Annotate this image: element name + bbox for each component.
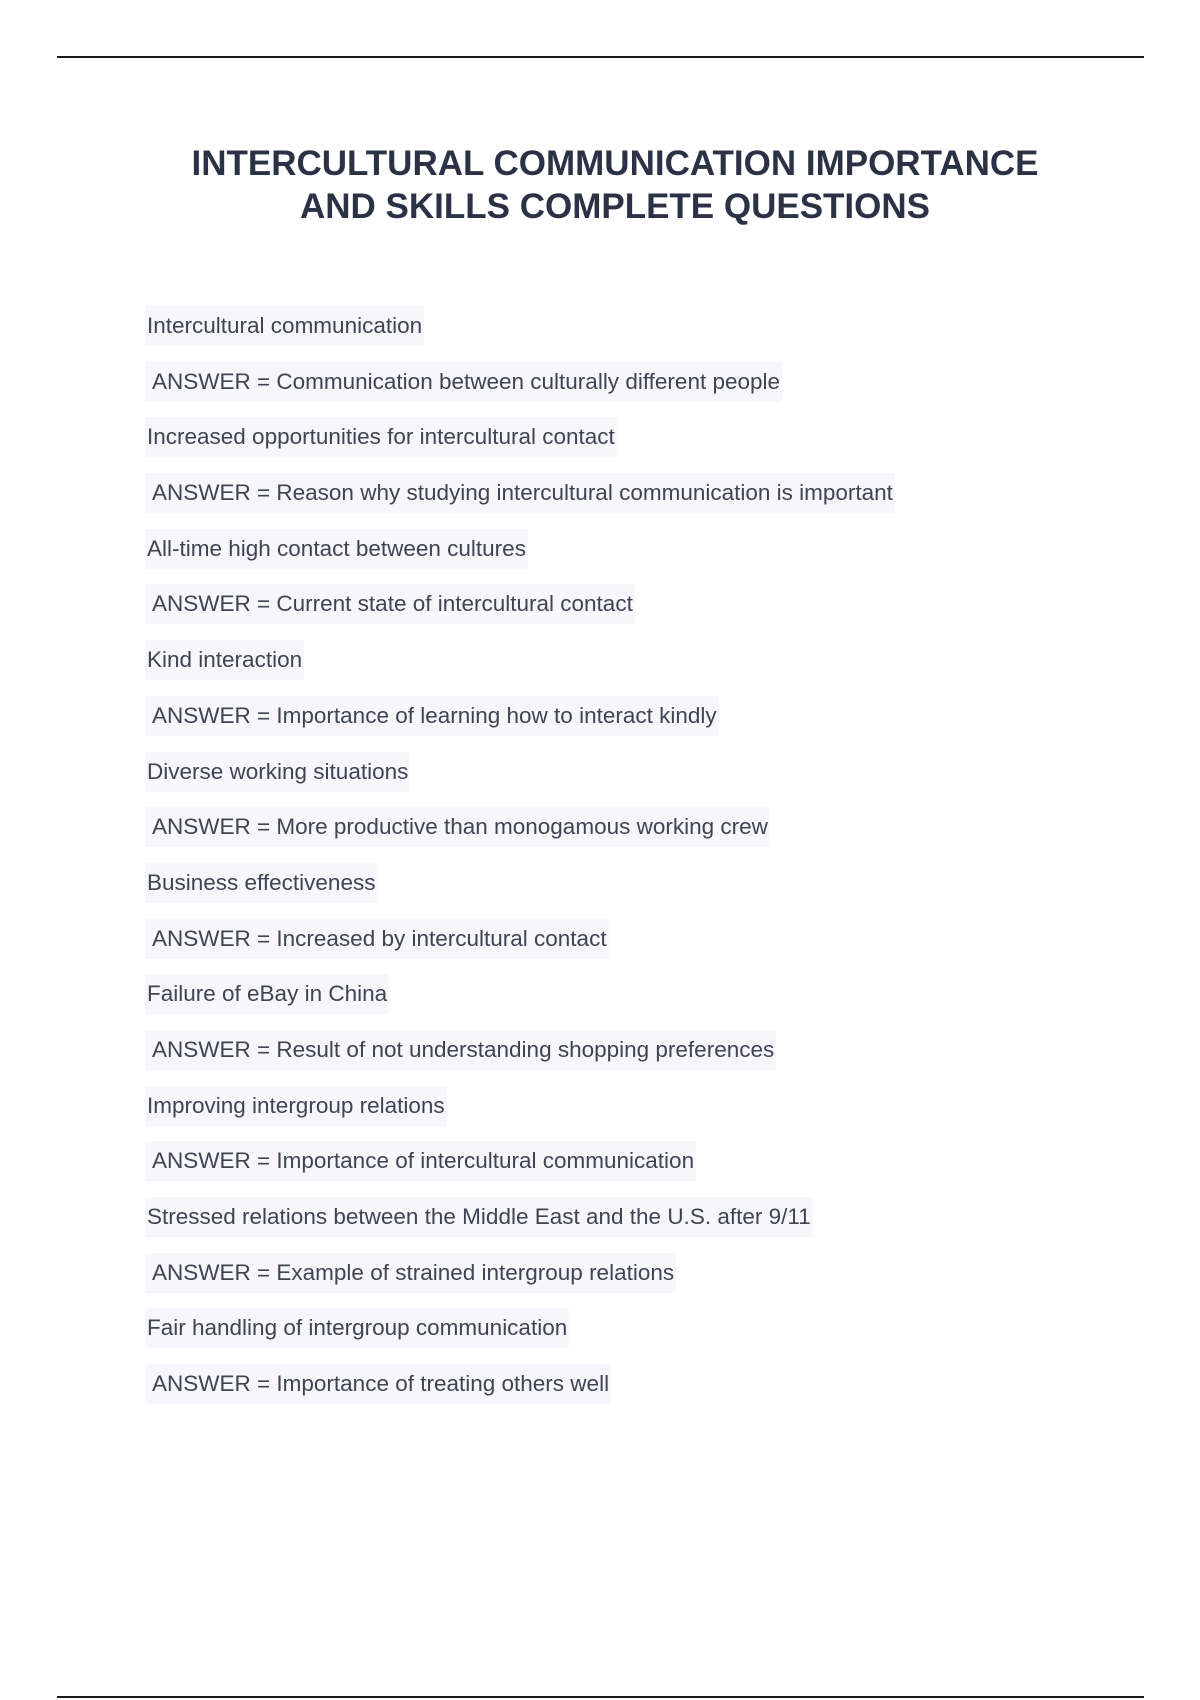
term-line [145, 974, 1125, 1030]
answer-line [145, 807, 1125, 863]
answer-line [145, 1364, 1125, 1420]
answer-text: ANSWER = Example of strained intergroup relations [145, 1253, 676, 1293]
term-text: Fair handling of intergroup communication [145, 1308, 569, 1348]
title-line-1: INTERCULTURAL COMMUNICATION IMPORTANCE [191, 144, 1039, 183]
answer-text: ANSWER = Reason why studying intercultural communication is important [145, 473, 895, 513]
answer-line [145, 473, 1125, 529]
answer-line [145, 696, 1125, 752]
answer-text: ANSWER = Importance of learning how to interact kindly [145, 696, 719, 736]
answer-text: ANSWER = More productive than monogamous working crew [145, 807, 770, 847]
answer-line [145, 362, 1125, 418]
title-line-2: AND SKILLS COMPLETE QUESTIONS [299, 187, 931, 226]
term-text: Diverse working situations [145, 752, 410, 792]
term-line [145, 417, 1125, 473]
term-text: All-time high contact between cultures [145, 529, 528, 569]
term-text: Improving intergroup relations [145, 1086, 447, 1126]
answer-line [145, 584, 1125, 640]
term-line [145, 1086, 1125, 1142]
document-title [100, 142, 1130, 228]
term-text: Business effectiveness [145, 863, 377, 903]
answer-line [145, 1141, 1125, 1197]
term-line [145, 306, 1125, 362]
term-line [145, 1308, 1125, 1364]
bottom-rule [57, 1696, 1144, 1698]
term-text: Failure of eBay in China [145, 974, 389, 1014]
answer-line [145, 1030, 1125, 1086]
answer-text: ANSWER = Result of not understanding shopping preferences [145, 1030, 776, 1070]
answer-text: ANSWER = Importance of treating others well [145, 1364, 611, 1404]
answer-line [145, 1253, 1125, 1309]
term-text: Intercultural communication [145, 306, 424, 346]
top-rule [57, 56, 1144, 58]
term-line [145, 863, 1125, 919]
term-line [145, 1197, 1125, 1253]
term-line [145, 752, 1125, 808]
term-text: Increased opportunities for intercultural contact [145, 417, 617, 457]
question-answer-list [145, 306, 1125, 1420]
answer-text: ANSWER = Importance of intercultural communication [145, 1141, 696, 1181]
answer-text: ANSWER = Communication between culturally different people [145, 362, 782, 402]
answer-text: ANSWER = Increased by intercultural contact [145, 919, 609, 959]
answer-line [145, 919, 1125, 975]
term-line [145, 529, 1125, 585]
answer-text: ANSWER = Current state of intercultural contact [145, 584, 635, 624]
term-text: Stressed relations between the Middle East and the U.S. after 9/11 [145, 1197, 813, 1237]
term-text: Kind interaction [145, 640, 304, 680]
term-line [145, 640, 1125, 696]
